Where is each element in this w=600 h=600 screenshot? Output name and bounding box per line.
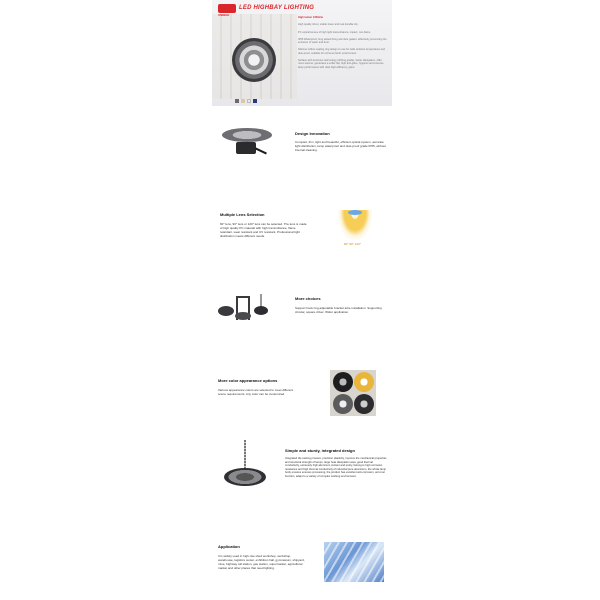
feature-bullets [298,16,388,73]
swatch-beige [241,99,245,103]
bullet-item: Surface with luminous technology (ribbing grade), faster dissipation, offer more warmer, generates a softer flat, high anti-glare, hygienic and ensures lamp performance with ultra-high-efficiency, glare. [298,59,384,69]
section-text: It is widely used in high-rise shed workshop, workshop, warehouse, logistics center, exhibition hall, gymnasium, shipyard, mine, highway toll station, gas station, supermarket, agricultural market and other places that need lighting. [218,554,305,570]
lamp-side-image [222,128,272,142]
section-design-innovation [212,112,392,192]
chain-icon [244,440,246,468]
bullet-item: Silicone rubber sealing ring design to use for wide ambient temperature and dust-proof, suitable for extreme harsh environment. [298,48,385,55]
bracket-lamp-image [235,312,251,320]
gold-lamp-icon [354,372,374,392]
section-text: Support hook ring,adjustable bracket,tube installation. Supporting circular, square driver. Wider application. [295,306,382,314]
lens-angles: 60° 90° 120° [344,242,361,246]
ceiling-lights-overlay [324,542,384,582]
section-lens-selection [212,196,392,272]
gray-lamp-icon [333,394,353,414]
section-heading: More color appearance options [218,378,278,383]
bullet-item: IP65 Waterproof, long tested fixing anti dust gasket, effectively preventing the entrance of water and dust. [298,37,387,45]
swatch-white [247,99,251,103]
section-heading: More choices [295,296,321,301]
section-heading: Multiple Lens Selection [220,212,265,217]
section-text: Various appearance colors are selected to meet different scene requirements. Any color can be customized. [218,388,294,396]
bullet-item: PC optical lenses of high light transmittance, impact, non-flame [298,30,371,34]
lamp-driver-image [236,142,256,154]
pendant-lamp-image [224,468,266,486]
hook-mount-image [218,306,234,316]
logo-mark-icon [218,4,236,13]
section-more-choices [212,276,392,354]
section-heading: Application [218,544,240,549]
logo-text: UNIBEE [218,13,230,17]
brand-logo [218,4,236,18]
swatch-gray [235,99,239,103]
highbay-lamp-image [232,38,276,82]
tube-lamp-image [254,306,268,315]
swatch-navy [253,99,257,103]
lens-icon [348,210,362,215]
section-integrated-design [212,440,392,522]
banner-title: LED HIGHBAY LIGHTING [239,5,315,11]
black-lamp-icon [333,372,353,392]
bullet-item: High lumen 130lm/w [298,16,323,19]
dark-lamp-icon [354,394,374,414]
section-text: Compact, firm, light and beautiful, efficient optical system, accurate light distribution, lamp waterproof and dust-proof grade IP65, without internal cleaning. [295,140,386,152]
section-heading: Simple and sturdy, integrated design [285,448,355,453]
product-page [212,0,392,600]
section-text: 60° lens, 90° lens or 120° lens can be selected. The lens is made of high quality PC material with high transmittance, flame retardant, wear resistant and UV resistant. Professional light distribution meets different needs. [220,222,307,238]
section-application [212,528,392,600]
hero-banner [212,0,392,106]
lamp-cable-image [255,148,267,155]
section-color-options [212,358,392,438]
color-swatches [235,90,259,106]
section-text: Integrated die casting process, precision plasticity, improve the mechanical properties and structural strength of lamps, large heat dissipation area, good thermal conductivity, extremely high aluminum content and purity, belong to high corrosion resistance and high thermal conductivity of industrial pure aluminium, the whole lamp body ensures ensures processing, the product has excellent anti-corrosion, anti-rust function, adapt to a variety of complex working environment. [285,457,387,478]
bullet-item: High quality driver, stable lower and real durable trip. [298,23,359,27]
section-heading: Design Innovation [295,131,330,136]
